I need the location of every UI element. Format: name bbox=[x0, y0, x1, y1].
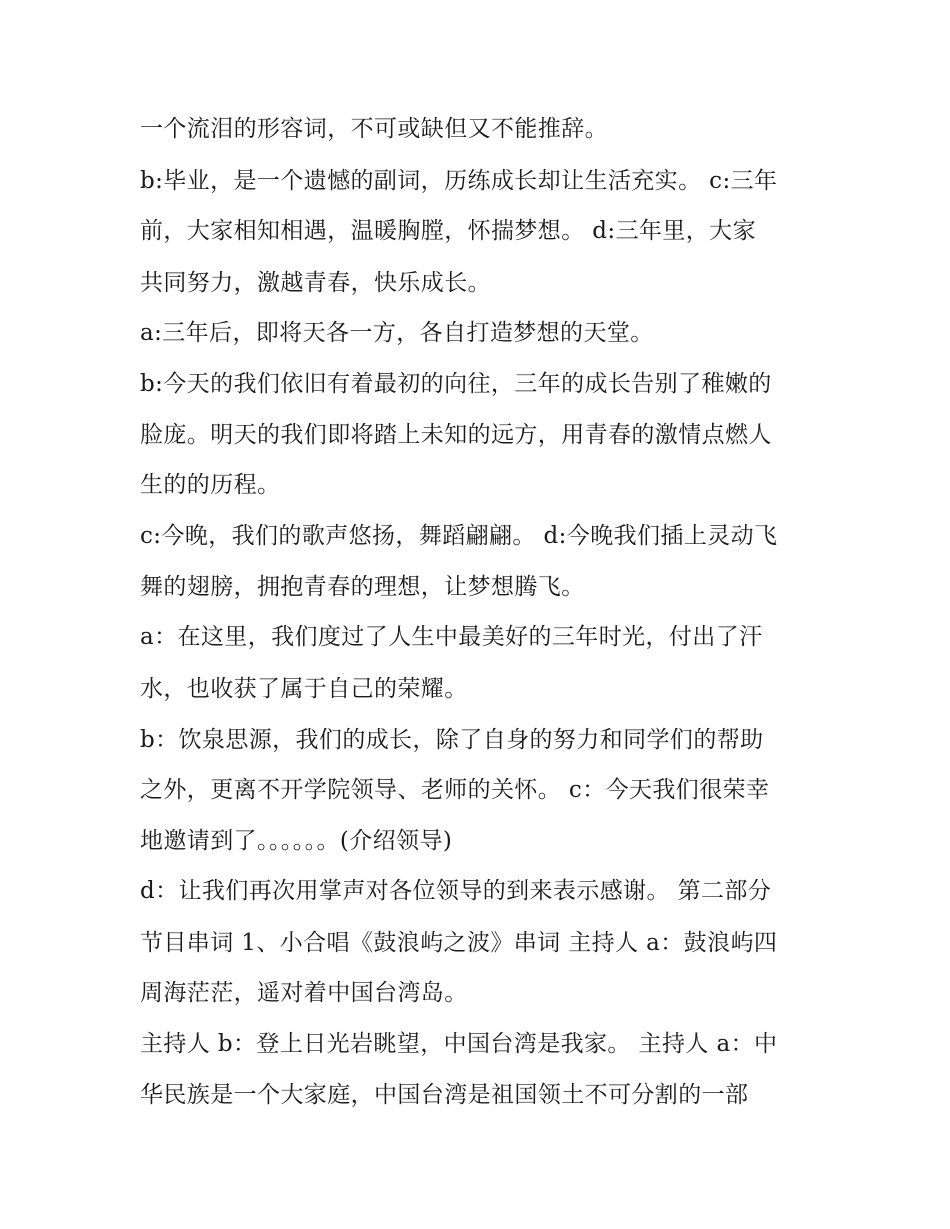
text-line: a：在这里，我们度过了人生中最美好的三年时光，付出了汗 bbox=[140, 624, 763, 650]
text-line: c:今晚，我们的歌声悠扬，舞蹈翩翩。 d:今晚我们插上灵动飞 bbox=[140, 523, 778, 549]
text-line: b:今天的我们依旧有着最初的向往，三年的成长告别了稚嫩的 bbox=[140, 371, 772, 397]
text-line: 一个流泪的形容词，不可或缺但又不能推辞。 bbox=[140, 116, 608, 142]
text-line: 脸庞。明天的我们即将踏上未知的远方，用青春的激情点燃人 bbox=[140, 422, 772, 448]
text-line: 之外，更离不开学院领导、老师的关怀。 c：今天我们很荣幸 bbox=[140, 777, 770, 803]
text-line: 共同努力，激越青春，快乐成长。 bbox=[140, 270, 491, 296]
text-line: b:毕业，是一个遗憾的副词，历练成长却让生活充实。 c:三年 bbox=[140, 168, 778, 194]
text-line: a:三年后，即将天各一方，各自打造梦想的天堂。 bbox=[140, 320, 654, 346]
text-line: d：让我们再次用掌声对各位领导的到来表示感谢。 第二部分 bbox=[140, 878, 772, 904]
text-line: 主持人 b：登上日光岩眺望，中国台湾是我家。 主持人 a：中 bbox=[140, 1031, 778, 1057]
text-line: 水，也收获了属于自己的荣耀。 bbox=[140, 676, 468, 702]
text-line: 生的的历程。 bbox=[140, 472, 281, 498]
text-line: 舞的翅膀，拥抱青春的理想，让梦想腾飞。 bbox=[140, 574, 585, 600]
text-line: 节目串词 1、小合唱《鼓浪屿之波》串词 主持人 a：鼓浪屿四 bbox=[140, 930, 778, 956]
text-line: 地邀请到了。。。。。。(介绍领导) bbox=[140, 828, 453, 854]
text-line: b：饮泉思源，我们的成长，除了自身的努力和同学们的帮助 bbox=[140, 727, 764, 753]
text-line: 前，大家相知相遇，温暖胸膛，怀揣梦想。 d:三年里，大家 bbox=[140, 218, 756, 244]
text-line: 华民族是一个大家庭，中国台湾是祖国领土不可分割的一部 bbox=[140, 1082, 749, 1108]
text-line: 周海茫茫，遥对着中国台湾岛。 bbox=[140, 980, 468, 1006]
